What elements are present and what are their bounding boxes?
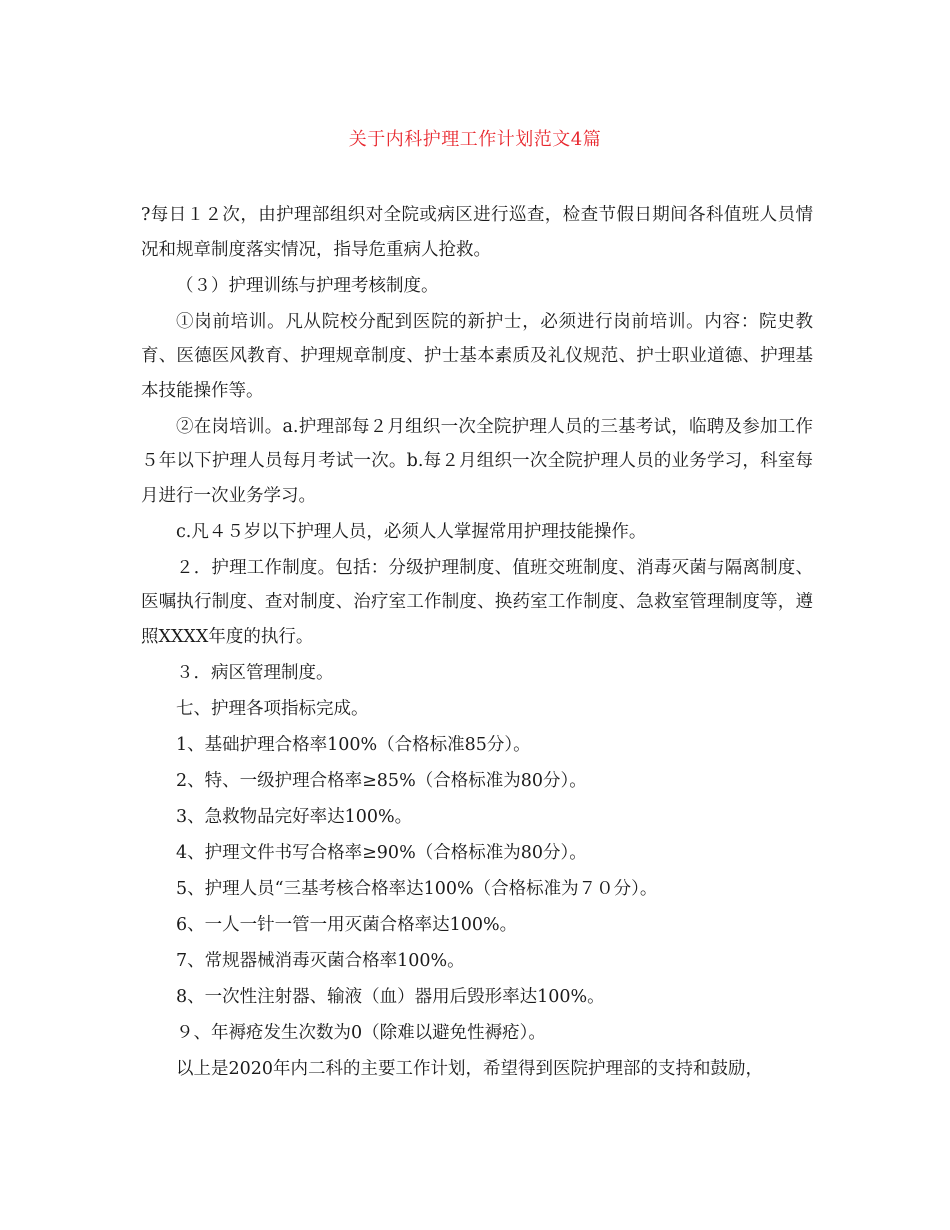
document-body [141,198,813,1088]
list-item: 4、护理文件书写合格率≥90%（合格标准为80分）。 [176,842,587,863]
list-item: 7、常规器械消毒灭菌合格率100%。 [176,950,465,971]
paragraph: ?每日１２次，由护理部组织对全院或病区进行巡查，检查节假日期间各科值班人员情况和规章制度落实情况，指导危重病人抢救。 [141,205,813,260]
list-item: 3、急救物品完好率达100%。 [176,806,413,827]
document-title: 关于内科护理工作计划范文4篇 [348,129,602,150]
list-item: 2、特、一级护理合格率≥85%（合格标准为80分）。 [176,770,587,791]
paragraph: ②在岗培训。a.护理部每２月组织一次全院护理人员的三基考试，临聘及参加工作５年以下护理人员每月考试一次。b.每２月组织一次全院护理人员的业务学习，科室每月进行一次业务学习。 [141,416,813,506]
list-item: ９、年褥疮发生次数为0（除难以避免性褥疮）。 [176,1022,546,1043]
list-item: 6、一人一针一管一用灭菌合格率达100%。 [176,914,518,935]
paragraph: （３）护理训练与护理考核制度。 [176,275,439,296]
paragraph: ２．护理工作制度。包括：分级护理制度、值班交班制度、消毒灭菌与隔离制度、医嘱执行制度、查对制度、治疗室工作制度、换药室工作制度、急救室管理制度等，遵照XXXX年度的执行。 [141,557,813,647]
paragraph: ３．病区管理制度。 [176,662,334,683]
paragraph: 七、护理各项指标完成。 [176,698,369,719]
list-item: 5、护理人员“三基考核合格率达100%（合格标准为７０分）。 [176,878,658,899]
paragraph: c.凡４５岁以下护理人员，必须人人掌握常用护理技能操作。 [176,521,647,542]
list-item: 1、基础护理合格率100%（合格标准85分）。 [176,734,531,755]
list-item: 8、一次性注射器、输液（血）器用后毁形率达100%。 [176,986,605,1007]
paragraph: 以上是2020年内二科的主要工作计划，希望得到医院护理部的支持和鼓励， [176,1058,764,1079]
paragraph: ①岗前培训。凡从院校分配到医院的新护士，必须进行岗前培训。内容：院史教育、医德医风教育、护理规章制度、护士基本素质及礼仪规范、护士职业道德、护理基本技能操作等。 [141,311,813,401]
